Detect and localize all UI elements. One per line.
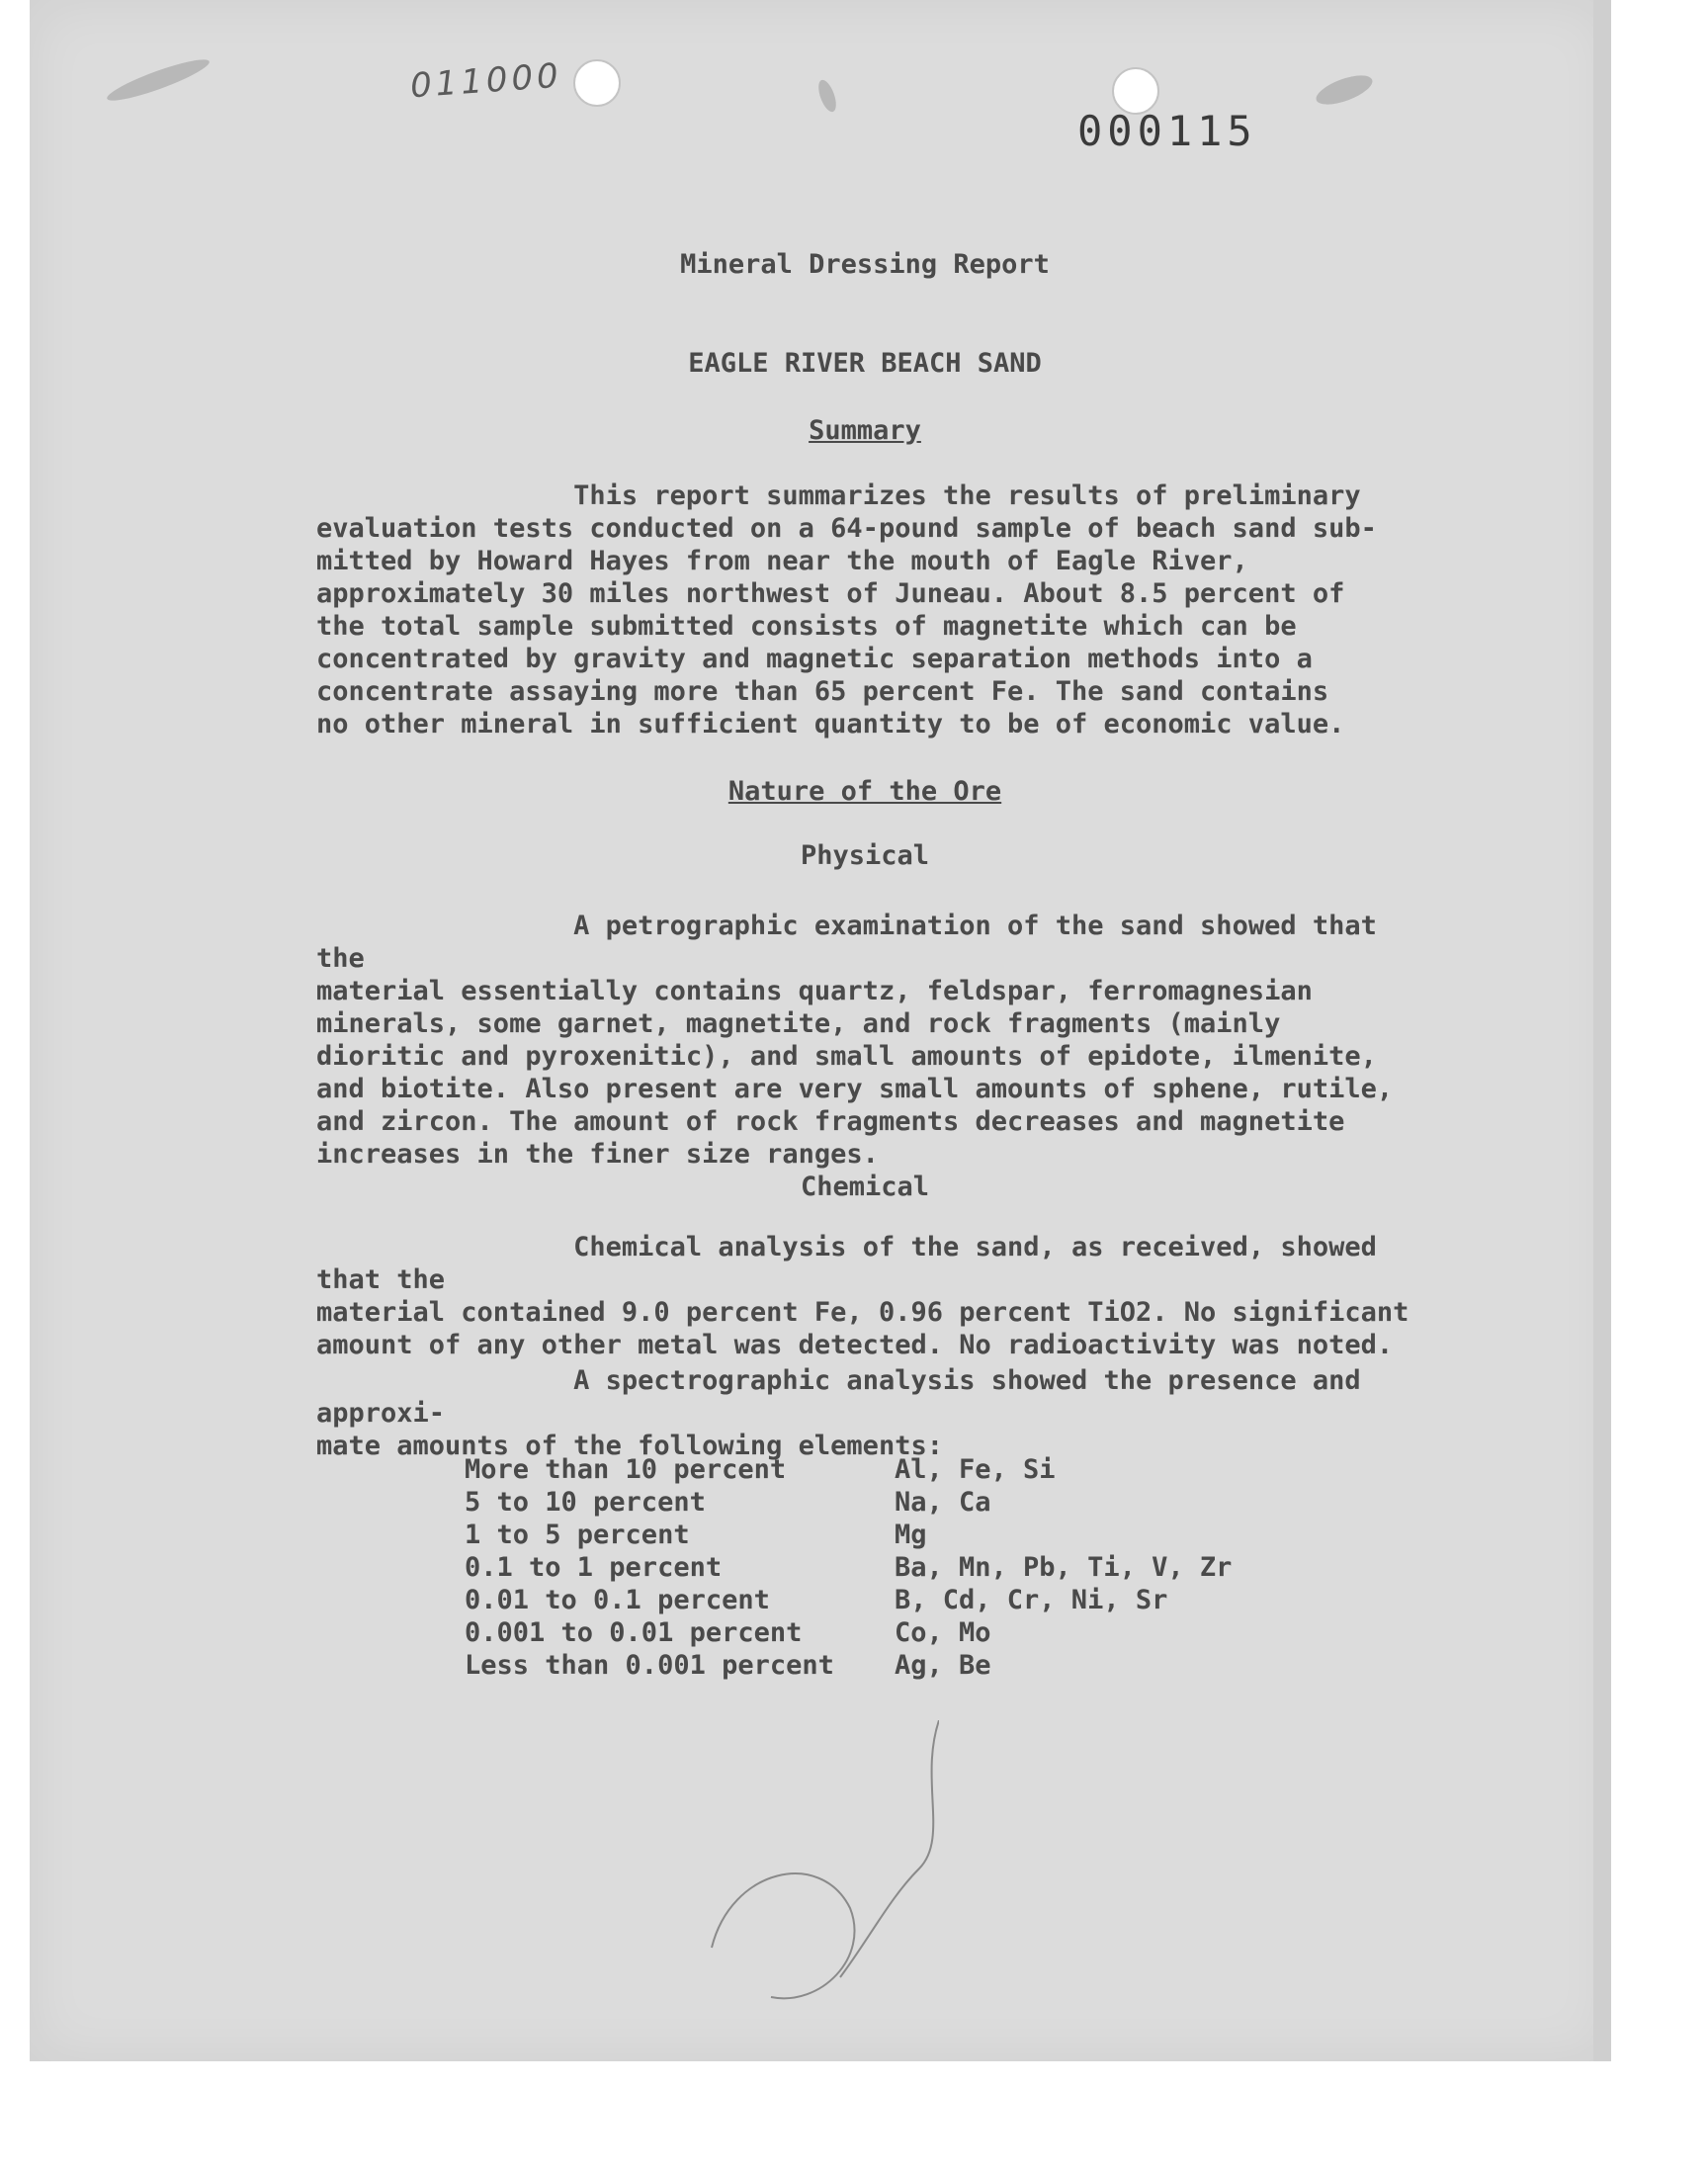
document-body xyxy=(30,0,1611,2061)
elements-cell: Mg xyxy=(895,1520,927,1550)
report-subtitle: EAGLE RIVER BEACH SAND xyxy=(688,348,1042,379)
document-number: 000115 xyxy=(1077,107,1257,155)
table-row xyxy=(465,1551,1290,1584)
range-cell: More than 10 percent xyxy=(465,1454,787,1485)
elements-cell: Na, Ca xyxy=(895,1487,991,1518)
elements-cell: Ag, Be xyxy=(895,1650,991,1681)
nature-of-ore-heading: Nature of the Ore xyxy=(727,776,1002,807)
pencil-stroke xyxy=(840,1720,939,1977)
range-cell: 0.001 to 0.01 percent xyxy=(465,1617,803,1648)
report-title: Mineral Dressing Report xyxy=(680,249,1050,280)
chemical-heading: Chemical xyxy=(800,1172,930,1202)
elements-cell: Co, Mo xyxy=(895,1617,991,1648)
table-row xyxy=(465,1486,1290,1519)
elements-cell: B, Cd, Cr, Ni, Sr xyxy=(895,1585,1168,1615)
table-row xyxy=(465,1453,1290,1486)
physical-heading: Physical xyxy=(800,840,930,871)
scanned-page xyxy=(30,0,1611,2061)
pencil-scribble xyxy=(623,1720,939,2017)
table-row xyxy=(465,1649,1290,1682)
elements-cell: Al, Fe, Si xyxy=(895,1454,1056,1485)
range-cell: 1 to 5 percent xyxy=(465,1520,690,1550)
table-row xyxy=(465,1584,1290,1616)
range-cell: 5 to 10 percent xyxy=(465,1487,706,1518)
elements-table xyxy=(465,1453,1290,1682)
physical-paragraph: A petrographic examination of the sand showed that the material essentially contains quartz, feldspar, ferromagnesian minerals, some garnet, magnetite, and rock fragments (mainly dioritic and pyroxenitic), and small amounts of epidote, ilmenite, and biotite. Also present are very small amounts of sphene, rutile, and zircon. The amount of rock fragments decreases and magnetite increases in the finer size ranges. xyxy=(316,911,1394,1170)
table-row xyxy=(465,1519,1290,1551)
table-row xyxy=(465,1616,1290,1649)
elements-cell: Ba, Mn, Pb, Ti, V, Zr xyxy=(895,1552,1233,1583)
range-cell: 0.1 to 1 percent xyxy=(465,1552,723,1583)
range-cell: 0.01 to 0.1 percent xyxy=(465,1585,770,1615)
summary-heading: Summary xyxy=(809,415,921,446)
pencil-stroke xyxy=(712,1873,855,1998)
chemical-paragraph: Chemical analysis of the sand, as received, showed that the material contained 9.0 percent Fe, 0.96 percent TiO2. No significant amount of any other metal was detected. No radioactivity was noted. xyxy=(316,1232,1409,1360)
range-cell: Less than 0.001 percent xyxy=(465,1650,834,1681)
summary-paragraph: This report summarizes the results of preliminary evaluation tests conducted on a 64-pound sample of beach sand sub- mitted by Howard Hayes from near the mouth of Eagle River, approximately 30 miles northwest of Juneau. About 8.5 percent of the total sample submitted consists of magnetite which can be concentrated by gravity and magnetic separation methods into a concentrate assaying more than 65 percent Fe. The sand contains no other mineral in sufficient quantity to be of economic value. xyxy=(316,480,1377,740)
handwritten-number: 011000 xyxy=(408,55,564,107)
spectrographic-paragraph: A spectrographic analysis showed the presence and approxi- mate amounts of the following elements: xyxy=(316,1365,1361,1461)
